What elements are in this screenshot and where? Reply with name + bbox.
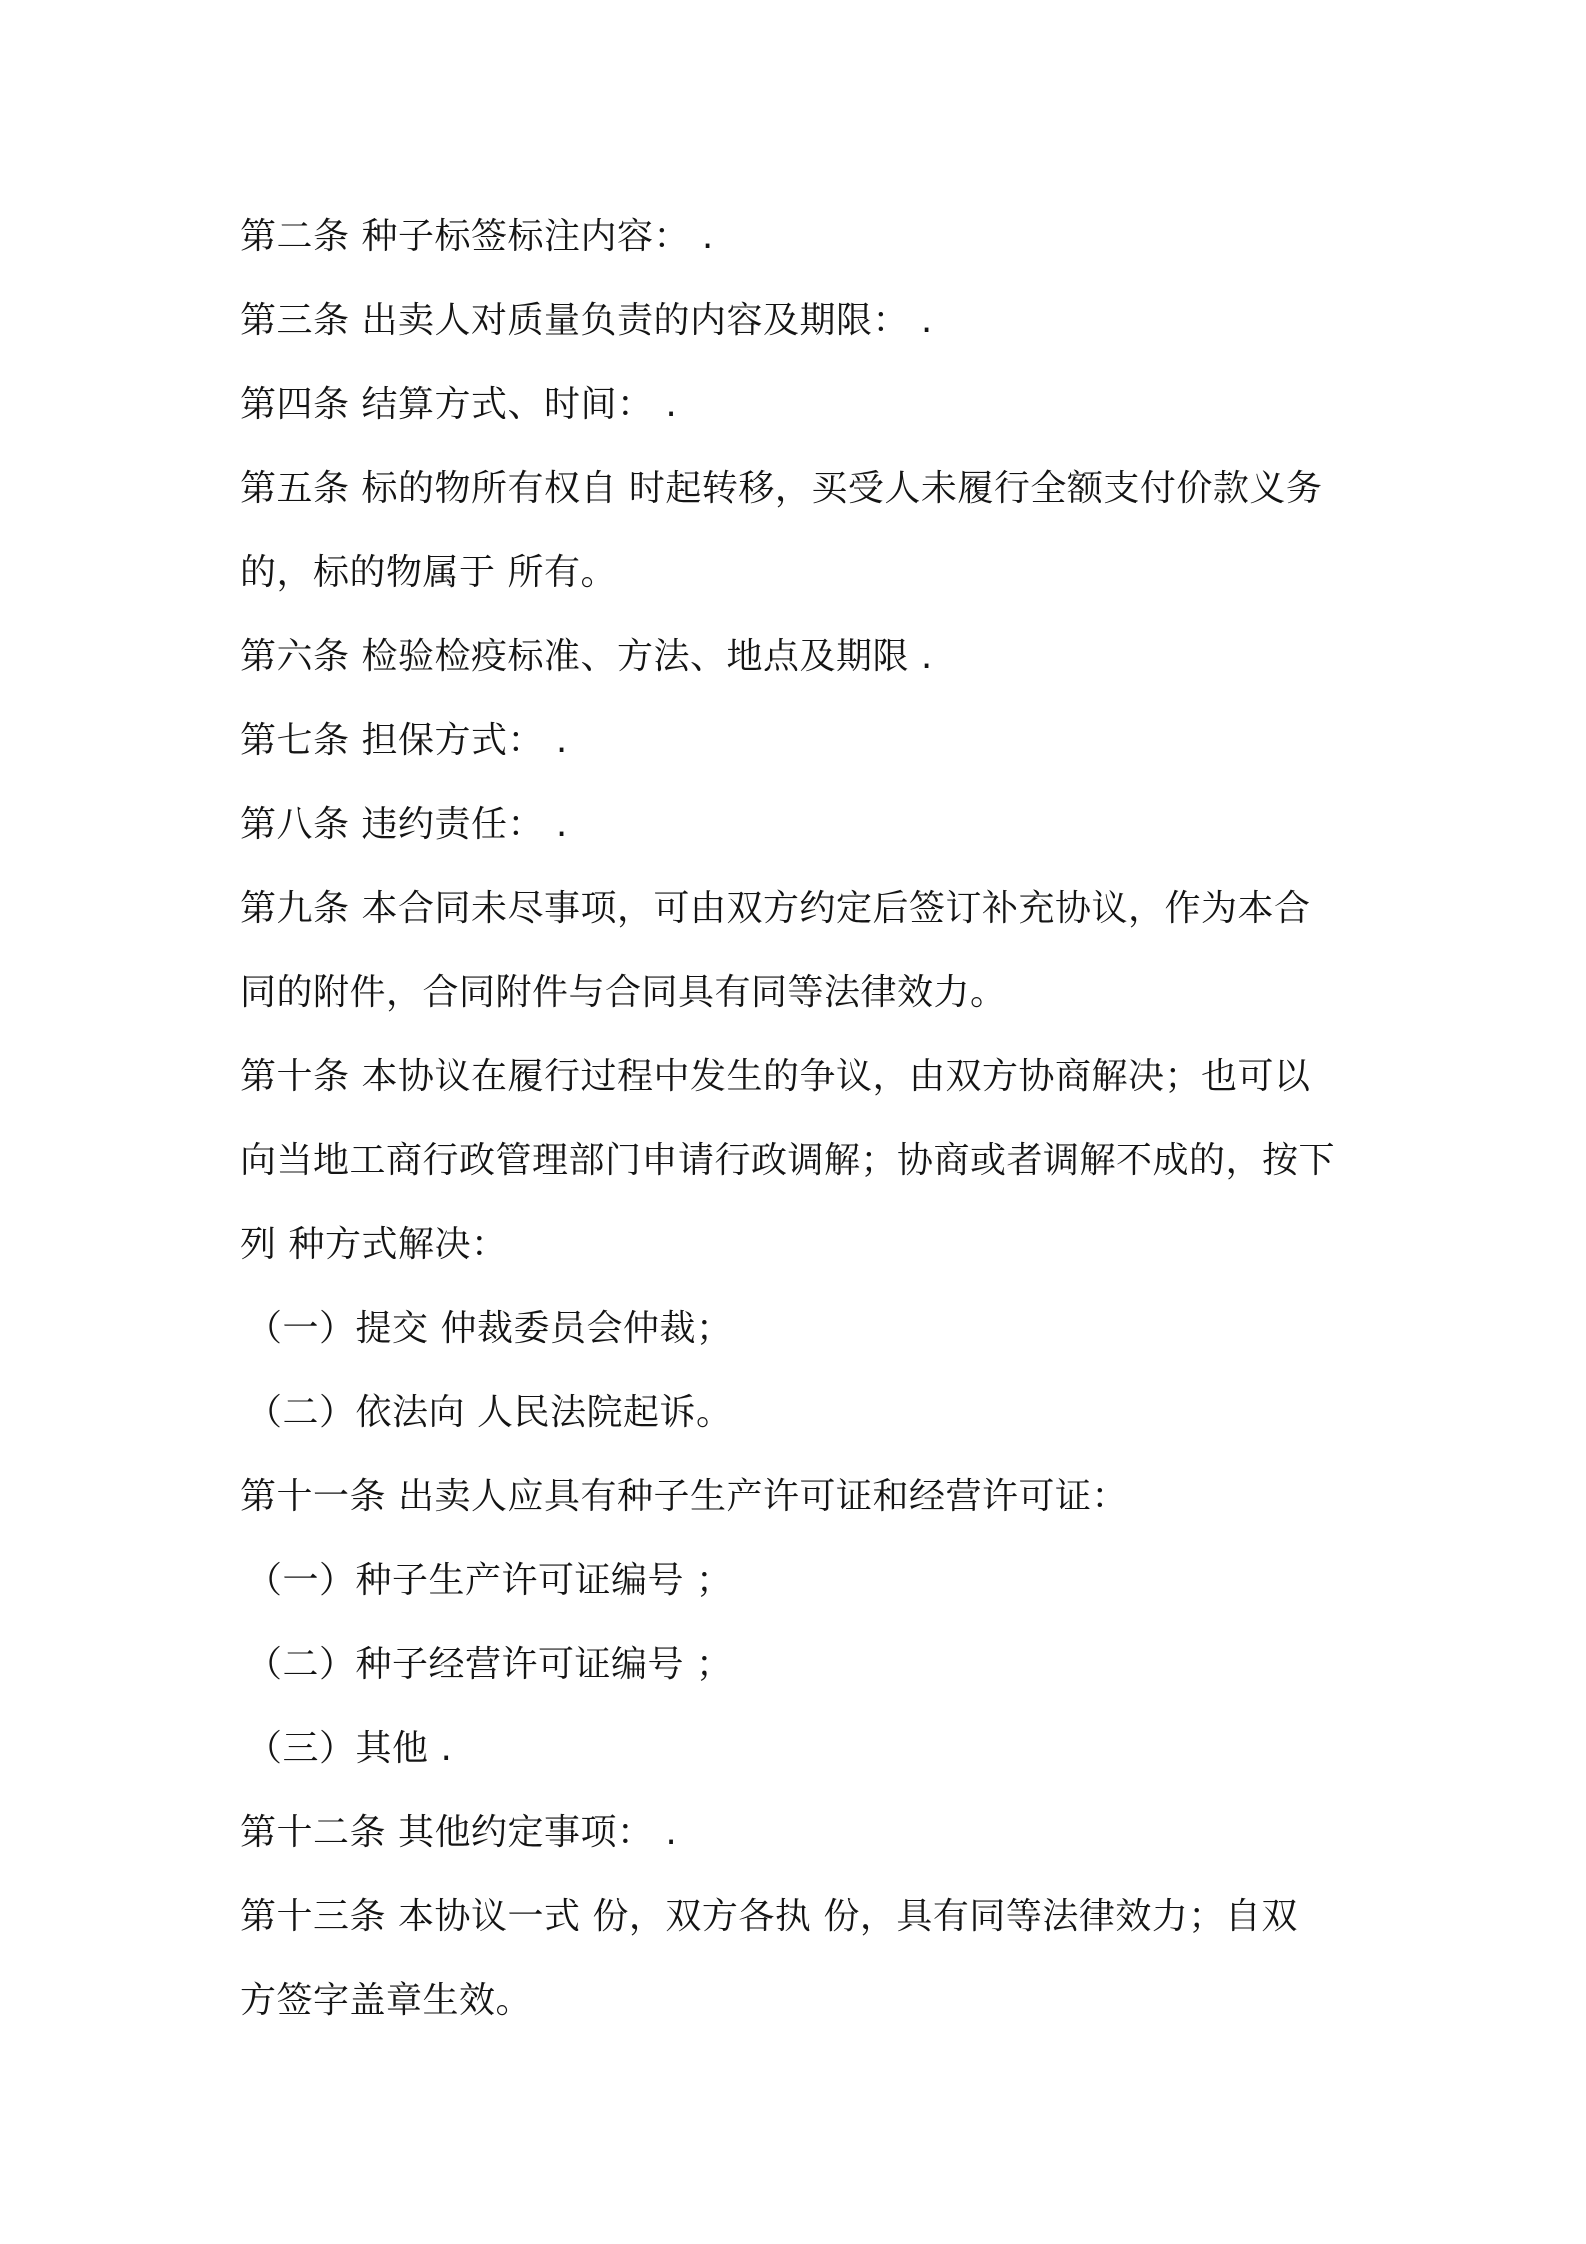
article-4: 第四条 结算方式、时间： . xyxy=(240,384,678,425)
article-12: 第十二条 其他约定事项： . xyxy=(240,1812,678,1853)
article-13-line-2: 方签字盖章生效。 xyxy=(240,1980,533,2021)
article-10-line-1: 第十条 本协议在履行过程中发生的争议，由双方协商解决；也可以 xyxy=(240,1056,1311,1097)
article-11-item-1: （一）种子生产许可证编号 ； xyxy=(246,1560,733,1601)
article-10-line-3: 列 种方式解决： xyxy=(240,1224,508,1265)
article-10-item-2: （二）依法向 人民法院起诉。 xyxy=(246,1392,733,1433)
article-9-line-1: 第九条 本合同未尽事项，可由双方约定后签订补充协议，作为本合 xyxy=(240,888,1311,929)
article-11-item-3: （三）其他 . xyxy=(246,1728,453,1769)
article-5-line-2: 的，标的物属于 所有。 xyxy=(240,552,617,593)
article-9-line-2: 同的附件，合同附件与合同具有同等法律效力。 xyxy=(240,972,1007,1013)
article-8: 第八条 违约责任： . xyxy=(240,804,568,845)
article-11-item-2: （二）种子经营许可证编号 ； xyxy=(246,1644,733,1685)
document-body xyxy=(240,195,1360,2043)
article-13-line-1: 第十三条 本协议一式 份，双方各执 份，具有同等法律效力；自双 xyxy=(240,1896,1298,1937)
article-5-line-1: 第五条 标的物所有权自 时起转移，买受人未履行全额支付价款义务 xyxy=(240,468,1323,509)
article-3: 第三条 出卖人对质量负责的内容及期限： . xyxy=(240,300,933,341)
article-2: 第二条 种子标签标注内容： . xyxy=(240,216,714,257)
article-7: 第七条 担保方式： . xyxy=(240,720,568,761)
article-11: 第十一条 出卖人应具有种子生产许可证和经营许可证： xyxy=(240,1476,1128,1517)
article-10-item-1: （一）提交 仲裁委员会仲裁； xyxy=(246,1308,733,1349)
article-10-line-2: 向当地工商行政管理部门申请行政调解；协商或者调解不成的，按下 xyxy=(240,1140,1336,1181)
article-6: 第六条 检验检疫标准、方法、地点及期限 . xyxy=(240,636,933,677)
